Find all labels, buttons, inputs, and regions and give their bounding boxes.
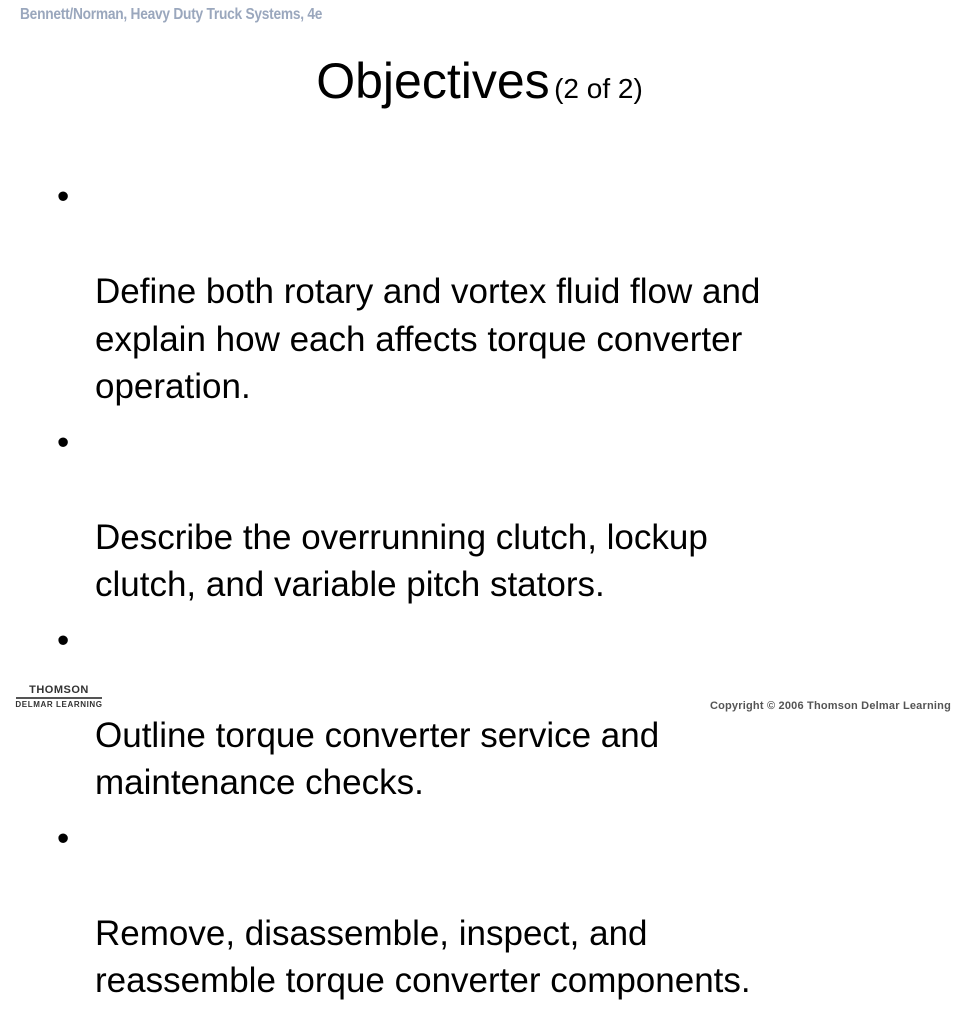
bullet-icon: • — [57, 422, 70, 462]
bullet-icon: • — [57, 818, 70, 858]
copyright-notice: Copyright © 2006 Thomson Delmar Learning — [709, 700, 951, 712]
bullet-item — [57, 419, 917, 609]
logo-divider — [16, 697, 102, 699]
publisher-logo — [14, 684, 104, 710]
title-sub: (2 of 2) — [554, 73, 643, 104]
bullet-text: Define both rotary and vortex fluid flow and explain how each affects torque converter operation. — [95, 272, 761, 406]
bullet-text: Outline torque converter service and maintenance checks. — [95, 715, 660, 802]
bullet-item — [57, 815, 917, 1005]
logo-bottom-text: DELMAR LEARNING — [15, 700, 103, 709]
title-main: Objectives — [316, 53, 550, 109]
slide-title — [0, 52, 959, 110]
book-header: Bennett/Norman, Heavy Duty Truck Systems, 4e — [20, 6, 323, 23]
bullet-text: Describe the overrunning clutch, lockup clutch, and variable pitch stators. — [95, 517, 708, 604]
bullet-icon: • — [57, 177, 70, 216]
logo-top-text: THOMSON — [29, 684, 89, 696]
objectives-list — [57, 173, 917, 1013]
bullet-item — [57, 173, 917, 411]
bullet-text: Remove, disassemble, inspect, and reassemble torque converter components. — [95, 913, 751, 1000]
bullet-icon: • — [57, 620, 70, 660]
